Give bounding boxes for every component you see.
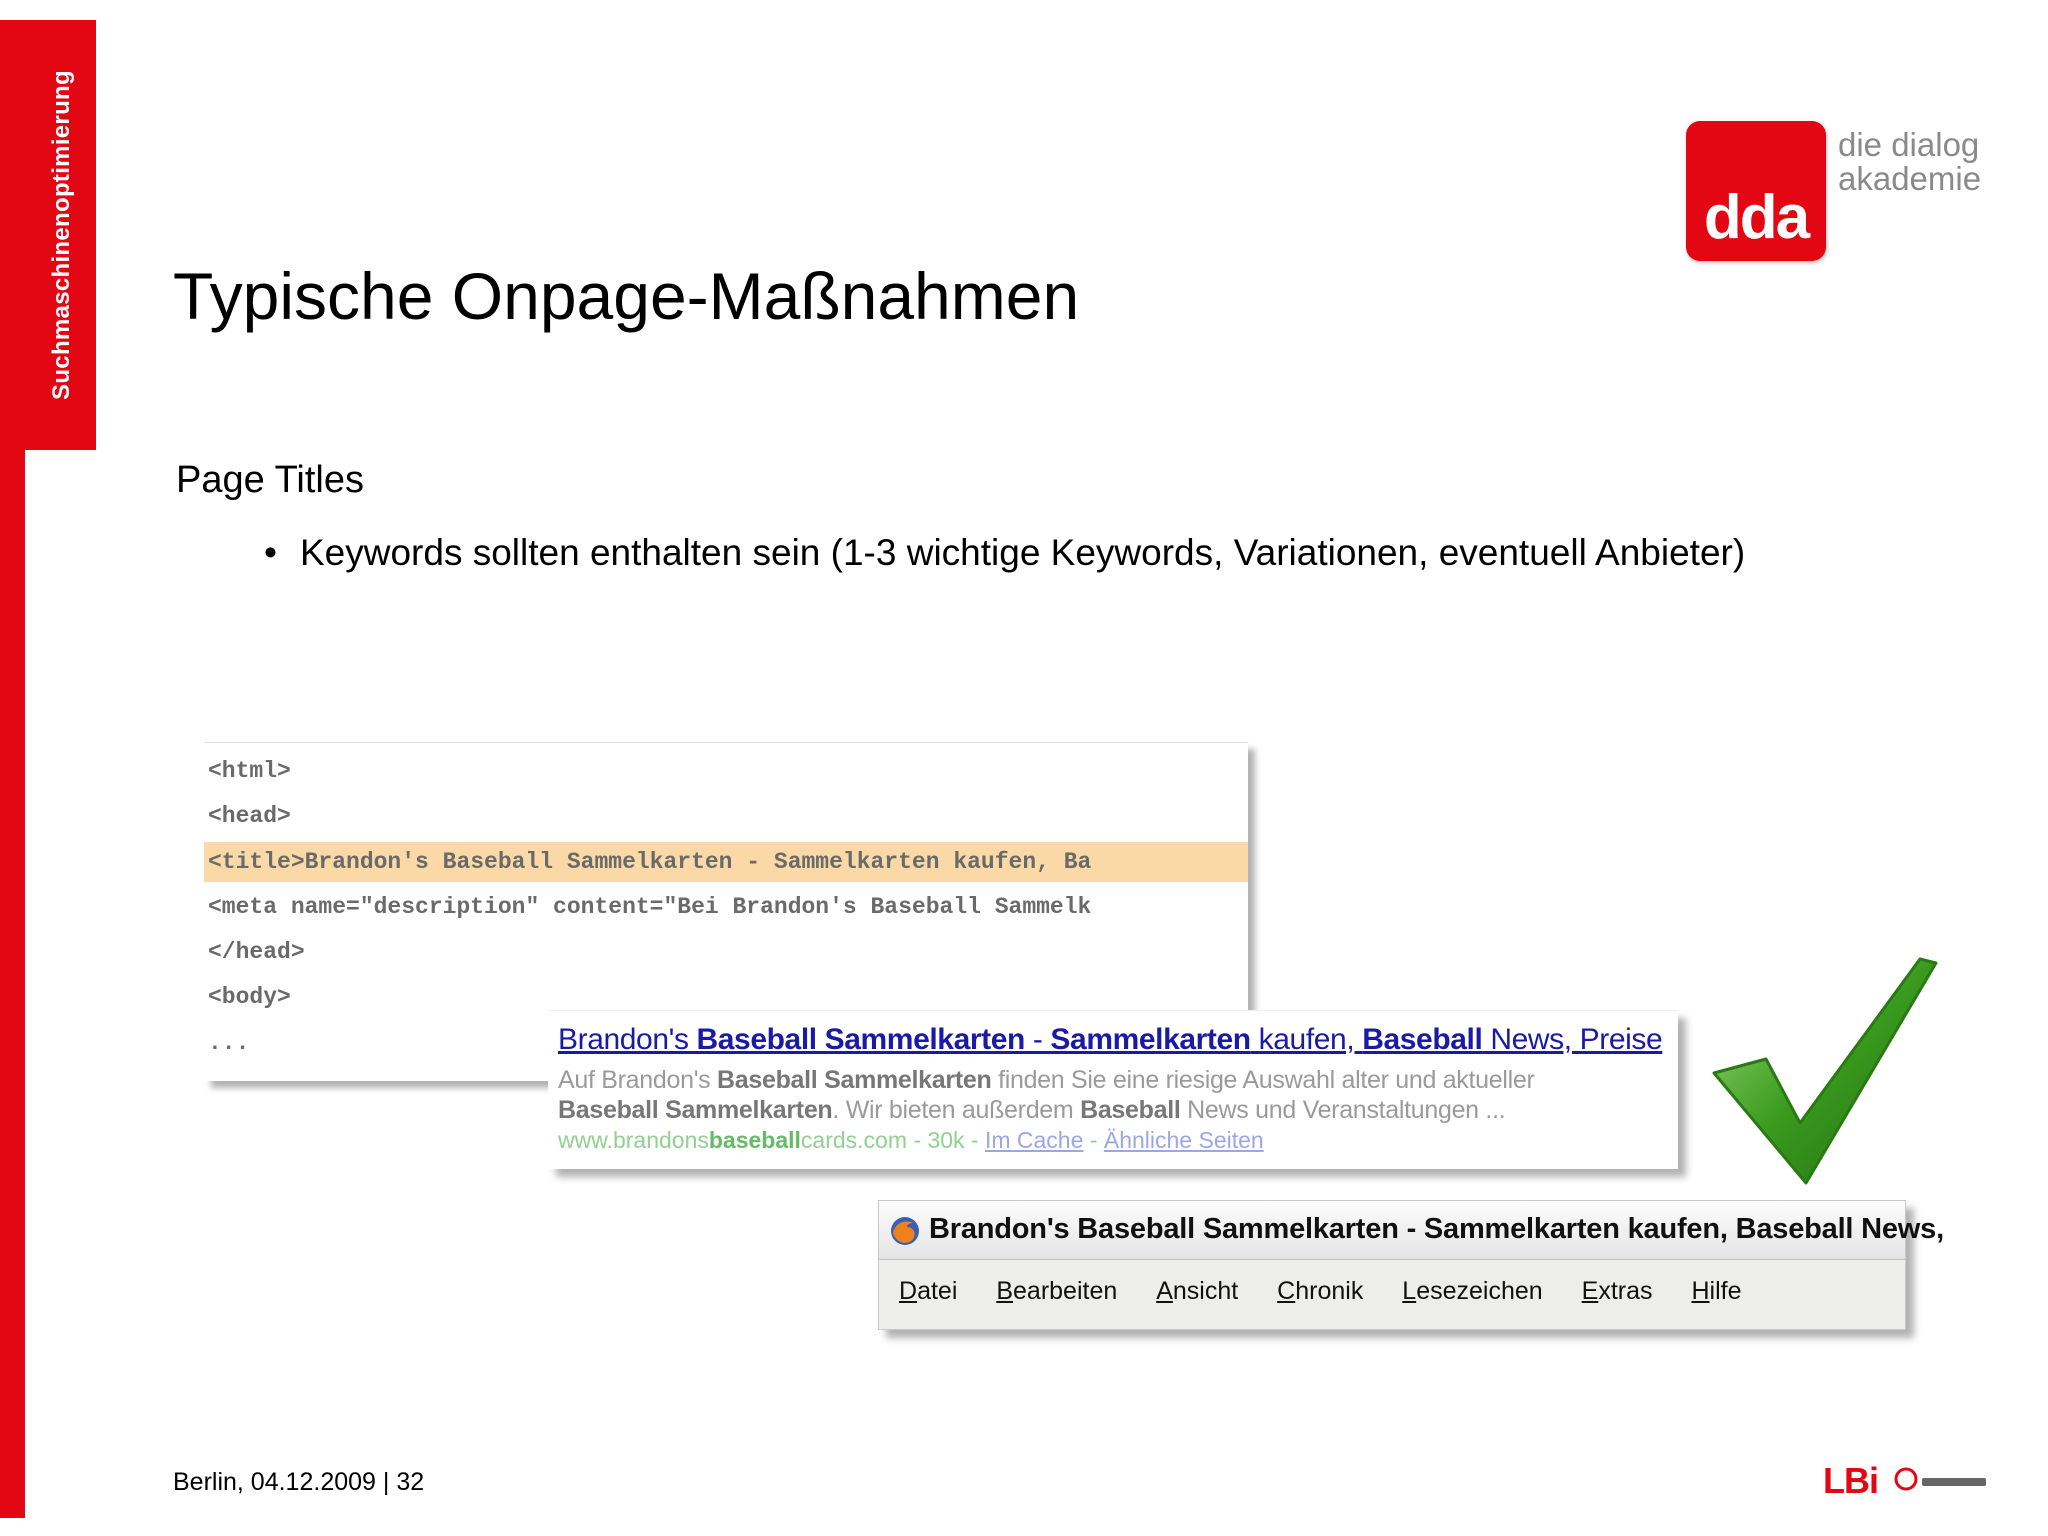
logo-mark: dda bbox=[1703, 183, 1809, 252]
similar-pages-link[interactable]: Ähnliche Seiten bbox=[1103, 1127, 1264, 1153]
search-result-description: Auf Brandon's Baseball Sammelkarten finden Sie eine riesige Auswahl alter und aktueller Baseball Sammelkarten. Wir bieten außerdem Baseball News und Veranstaltungen ... bbox=[558, 1066, 1535, 1124]
bullet-item bbox=[264, 532, 1745, 574]
logo-tagline-line1: die dialog bbox=[1838, 126, 1980, 163]
menu-ansicht[interactable]: Ansicht bbox=[1156, 1277, 1239, 1305]
sidebar-label: Suchmaschinenoptimierung bbox=[48, 70, 75, 400]
menu-bearbeiten[interactable]: Bearbeiten bbox=[996, 1277, 1118, 1305]
slide-subtitle: Page Titles bbox=[176, 459, 364, 501]
browser-window bbox=[878, 1200, 1944, 1330]
search-result-title-link[interactable]: Brandon's Baseball Sammelkarten - Sammelkarten kaufen, Baseball News, Preise bbox=[558, 1023, 1663, 1056]
dda-logo bbox=[1686, 121, 1826, 261]
lbi-logo: LBi bbox=[1823, 1460, 1878, 1501]
menu-hilfe[interactable]: Hilfe bbox=[1691, 1277, 1742, 1305]
logo-tagline bbox=[1838, 128, 1981, 196]
menu-datei[interactable]: Datei bbox=[899, 1277, 958, 1305]
browser-title: Brandon's Baseball Sammelkarten - Sammelkarten kaufen, Baseball News, bbox=[929, 1213, 1944, 1245]
code-line: <body> bbox=[208, 984, 291, 1010]
bullet-dot: • bbox=[264, 532, 277, 573]
code-line: </head> bbox=[208, 939, 305, 965]
check-mark-icon bbox=[1710, 955, 1940, 1185]
code-line: <html> bbox=[208, 758, 291, 784]
browser-menubar bbox=[899, 1277, 1773, 1306]
code-line-title-highlight: <title>Brandon's Baseball Sammelkarten - Sammelkarten kaufen, Ba bbox=[204, 842, 1248, 882]
code-line: <head> bbox=[208, 803, 291, 829]
partner-wordmark bbox=[1922, 1478, 1986, 1486]
search-result-snippet bbox=[548, 1010, 1678, 1169]
sidebar-line bbox=[0, 448, 25, 1518]
menu-chronik[interactable]: Chronik bbox=[1277, 1277, 1364, 1305]
menu-extras[interactable]: Extras bbox=[1581, 1277, 1653, 1305]
code-line: <meta name="description" content="Bei Brandon's Baseball Sammelk bbox=[208, 894, 1092, 920]
firefox-icon bbox=[889, 1215, 921, 1247]
slide-title: Typische Onpage-Maßnahmen bbox=[173, 259, 1080, 333]
bullet-text: Keywords sollten enthalten sein (1-3 wichtige Keywords, Variationen, eventuell Anbieter) bbox=[300, 532, 1746, 573]
browser-titlebar bbox=[879, 1201, 1944, 1260]
menu-lesezeichen[interactable]: Lesezeichen bbox=[1402, 1277, 1543, 1305]
code-line: ... bbox=[208, 1030, 250, 1056]
footer-text: Berlin, 04.12.2009 | 32 bbox=[173, 1468, 425, 1496]
partner-mark-icon bbox=[1893, 1466, 1923, 1492]
cache-link[interactable]: Im Cache bbox=[984, 1127, 1084, 1153]
logo-tagline-line2: akademie bbox=[1838, 160, 1982, 197]
search-result-url: www.brandonsbaseballcards.com - 30k - Im Cache - Ähnliche Seiten bbox=[558, 1127, 1264, 1153]
